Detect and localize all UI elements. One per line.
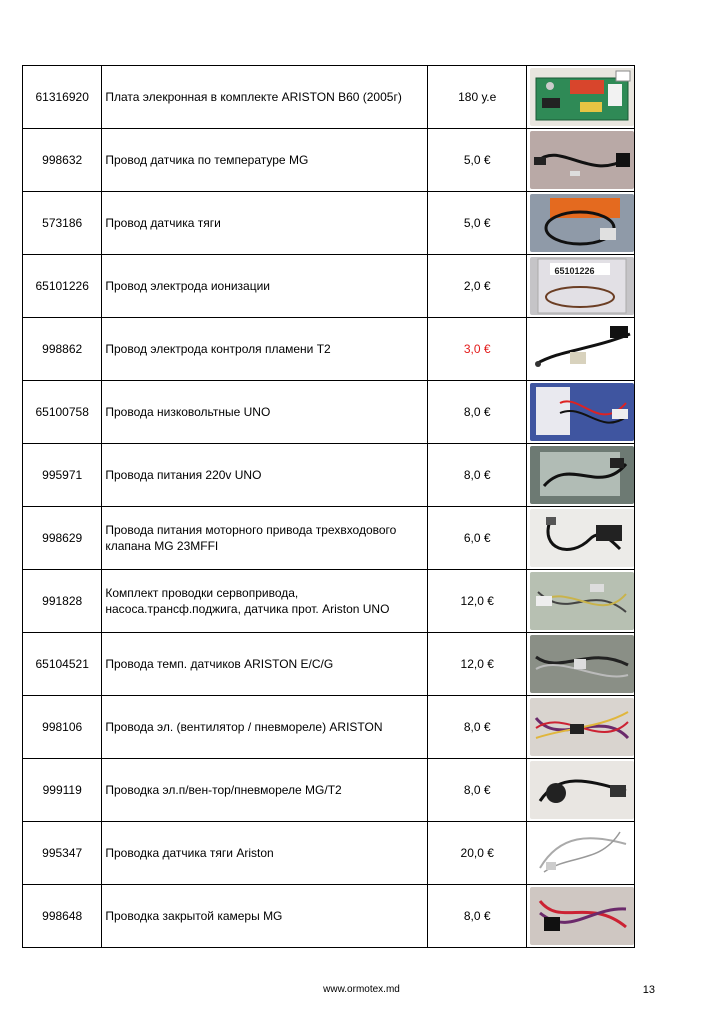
item-price: 5,0 € bbox=[427, 129, 526, 192]
item-code: 999119 bbox=[23, 759, 102, 822]
item-name: Провод датчика по температуре MG bbox=[102, 129, 428, 192]
item-image-cell bbox=[527, 444, 635, 507]
item-name: Провод электрода ионизации bbox=[102, 255, 428, 318]
price-list-table bbox=[22, 65, 635, 948]
sensor-wire-image bbox=[530, 131, 634, 189]
item-price: 8,0 € bbox=[427, 444, 526, 507]
item-name: Провод датчика тяги bbox=[102, 192, 428, 255]
item-image-cell bbox=[527, 633, 635, 696]
item-price: 6,0 € bbox=[427, 507, 526, 570]
item-price: 8,0 € bbox=[427, 696, 526, 759]
item-price: 8,0 € bbox=[427, 759, 526, 822]
valve-motor-wires-image bbox=[530, 509, 634, 567]
item-name: Провода питания 220v UNO bbox=[102, 444, 428, 507]
power-wires-image bbox=[530, 446, 634, 504]
table-row bbox=[23, 885, 635, 948]
item-price: 8,0 € bbox=[427, 885, 526, 948]
fan-wires-image bbox=[530, 698, 634, 756]
item-code: 65100758 bbox=[23, 381, 102, 444]
item-image-cell bbox=[527, 696, 635, 759]
table-row bbox=[23, 381, 635, 444]
ionization-wire-image bbox=[530, 257, 634, 315]
item-image-cell bbox=[527, 381, 635, 444]
image-label: 65101226 bbox=[554, 266, 595, 276]
servo-wiring-kit-image bbox=[530, 572, 634, 630]
footer-url: www.ormotex.md bbox=[323, 984, 400, 995]
item-price: 8,0 € bbox=[427, 381, 526, 444]
item-image-cell bbox=[527, 507, 635, 570]
table-row bbox=[23, 255, 635, 318]
item-code: 61316920 bbox=[23, 66, 102, 129]
item-code: 573186 bbox=[23, 192, 102, 255]
item-name: Комплект проводки сервопривода, насоса.трансф.поджига, датчика прот. Ariston UNO bbox=[102, 570, 428, 633]
item-code: 998648 bbox=[23, 885, 102, 948]
item-code: 991828 bbox=[23, 570, 102, 633]
item-price: 180 у.е bbox=[427, 66, 526, 129]
item-price: 12,0 € bbox=[427, 633, 526, 696]
item-name: Проводка закрытой камеры MG bbox=[102, 885, 428, 948]
table-row bbox=[23, 570, 635, 633]
table-row bbox=[23, 66, 635, 129]
item-price: 5,0 € bbox=[427, 192, 526, 255]
item-price: 3,0 € bbox=[427, 318, 526, 381]
item-code: 65101226 bbox=[23, 255, 102, 318]
item-name: Провода питания моторного привода трехвходового клапана MG 23MFFI bbox=[102, 507, 428, 570]
item-image-cell bbox=[527, 570, 635, 633]
low-voltage-wires-image bbox=[530, 383, 634, 441]
item-name: Провода темп. датчиков ARISTON E/C/G bbox=[102, 633, 428, 696]
item-name: Плата элекронная в комплекте ARISTON B60 (2005г) bbox=[102, 66, 428, 129]
item-image-cell bbox=[527, 255, 635, 318]
table-row bbox=[23, 759, 635, 822]
circuit-board-image bbox=[530, 68, 634, 126]
item-image-cell bbox=[527, 885, 635, 948]
table-row bbox=[23, 633, 635, 696]
flame-control-wire-image bbox=[530, 320, 634, 378]
item-code: 998629 bbox=[23, 507, 102, 570]
item-code: 65104521 bbox=[23, 633, 102, 696]
temp-sensor-wires-image bbox=[530, 635, 634, 693]
item-code: 998106 bbox=[23, 696, 102, 759]
item-price: 2,0 € bbox=[427, 255, 526, 318]
table-row bbox=[23, 318, 635, 381]
item-name: Провода низковольтные UNO bbox=[102, 381, 428, 444]
item-name: Провод электрода контроля пламени Т2 bbox=[102, 318, 428, 381]
item-name: Провода эл. (вентилятор / пневмореле) ARISTON bbox=[102, 696, 428, 759]
table-row bbox=[23, 696, 635, 759]
item-image-cell bbox=[527, 192, 635, 255]
item-price: 12,0 € bbox=[427, 570, 526, 633]
item-price: 20,0 € bbox=[427, 822, 526, 885]
item-code: 995347 bbox=[23, 822, 102, 885]
item-code: 995971 bbox=[23, 444, 102, 507]
draft-sensor-wire-image bbox=[530, 194, 634, 252]
item-image-cell bbox=[527, 822, 635, 885]
item-image-cell bbox=[527, 66, 635, 129]
table-row bbox=[23, 822, 635, 885]
table-row bbox=[23, 507, 635, 570]
item-image-cell bbox=[527, 129, 635, 192]
closed-chamber-wiring-image bbox=[530, 887, 634, 945]
table-row bbox=[23, 192, 635, 255]
item-code: 998632 bbox=[23, 129, 102, 192]
table-row bbox=[23, 444, 635, 507]
page-number: 13 bbox=[642, 984, 655, 996]
item-image-cell bbox=[527, 318, 635, 381]
item-name: Проводка датчика тяги Ariston bbox=[102, 822, 428, 885]
item-code: 998862 bbox=[23, 318, 102, 381]
table-row bbox=[23, 129, 635, 192]
item-image-cell bbox=[527, 759, 635, 822]
ariston-draft-wiring-image bbox=[530, 824, 634, 882]
item-name: Проводка эл.п/вен-тор/пневмореле MG/T2 bbox=[102, 759, 428, 822]
fan-relay-wiring-image bbox=[530, 761, 634, 819]
